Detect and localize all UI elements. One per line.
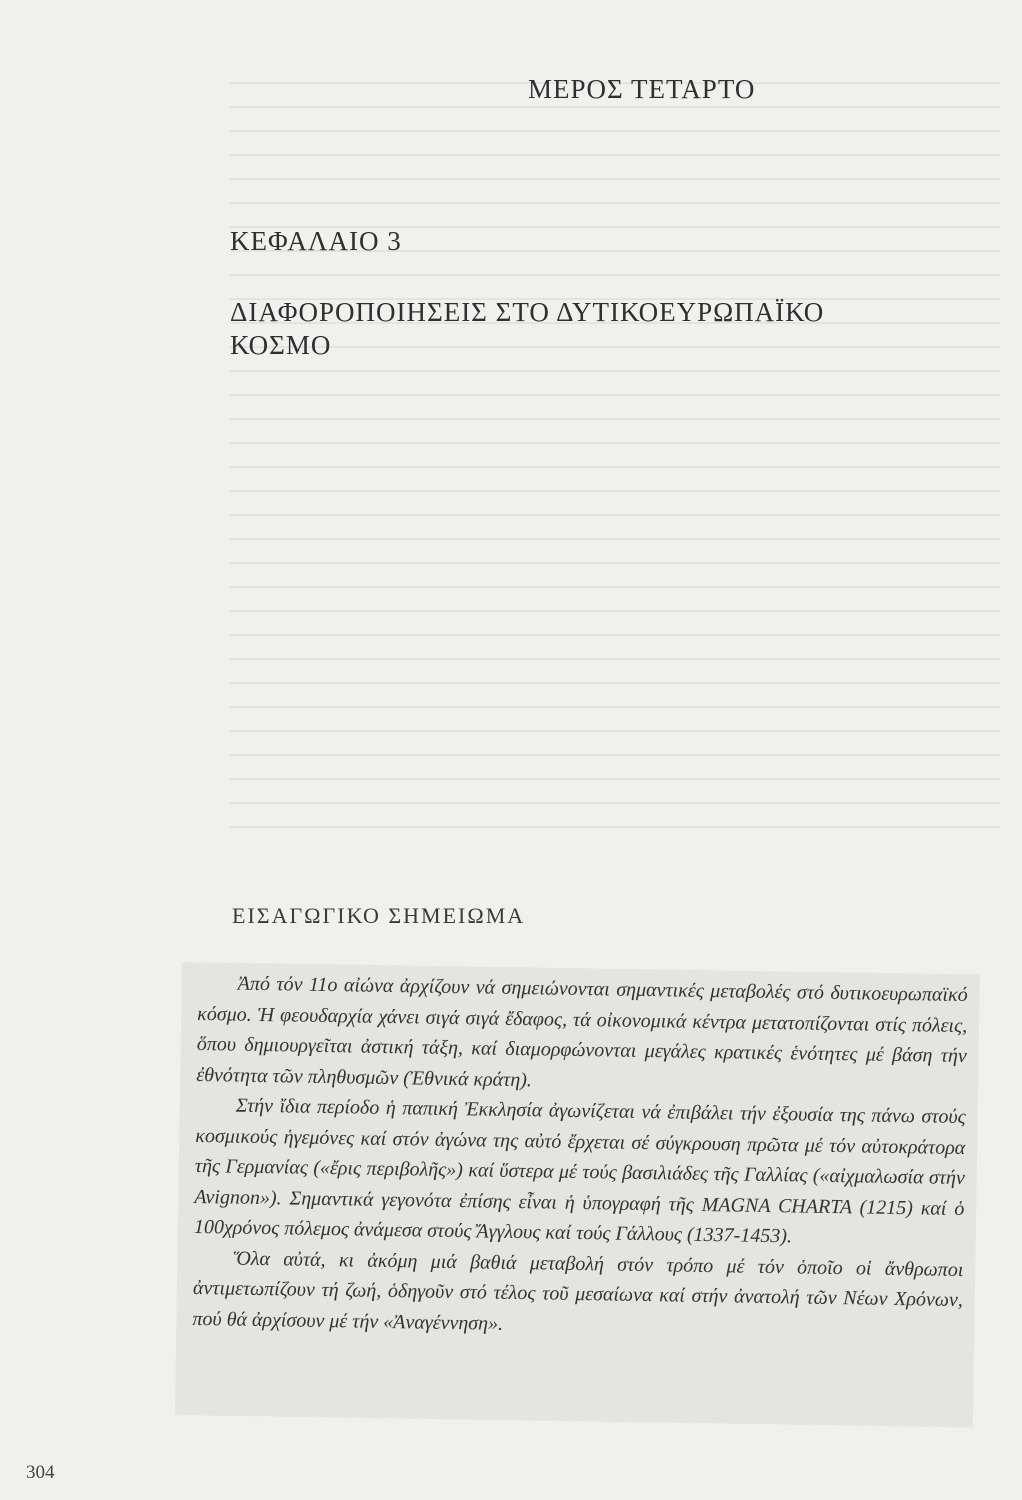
intro-paragraph-2: Στήν ἴδια περίοδο ἡ παπική Ἐκκλησία ἀγωνίζεται νά ἐπιβάλει τήν ἐξουσία της πάνω στούς κοσμικούς ἡγεμόνες καί στόν ἀγώνα της αὐτό ἔρχεται σέ σύγκρουση πρῶτα μέ τόν αὐτοκράτορα τῆς Γερμανίας («ἔρις περιβολῆς») καί ὕστερα μέ τούς βασιλιάδες τῆς Γαλλίας («αἰχμαλωσία στήν Avignon»). Σημαντικά γεγονότα ἐπίσης εἶναι ἡ ὑπογραφή τῆς MAGNA CHARTA (1215) καί ὁ 100χρόνος πόλεμος ἀνάμεσα στούς Ἄγγλους καί τούς Γάλλους (1337-1453). (193, 1094, 966, 1248)
chapter-title-line-2: ΚΟΣΜΟ (230, 330, 332, 360)
intro-text (192, 968, 968, 1346)
chapter-label: ΚΕΦΑΛΑΙΟ 3 (230, 226, 402, 256)
page-number: 304 (26, 1462, 55, 1483)
intro-paragraph-3: Ὅλα αὐτά, κι ἀκόμη μιά βαθιά μεταβολή στόν τρόπο μέ τόν ὁποῖο οἱ ἄνθρωποι ἀντιμετωπίζουν τή ζωή, ὁδηγοῦν στό τέλος τοῦ μεσαίωνα καί στήν ἀνατολή τῶν Νέων Χρόνων, πού θά ἀρχίσουν μέ τήν «Ἀναγέννηση». (192, 1247, 964, 1335)
chapter-title-line-1: ΔΙΑΦΟΡΟΠΟΙΗΣΕΙΣ ΣΤΟ ΔΥΤΙΚΟΕΥΡΩΠΑΪΚΟ (230, 297, 825, 327)
section-heading: ΕΙΣΑΓΩΓΙΚΟ ΣΗΜΕΙΩΜΑ (232, 903, 526, 928)
intro-paragraph-1: Ἀπό τόν 11ο αἰώνα ἀρχίζουν νά σημειώνονται σημαντικές μεταβολές στό δυτικοευρωπαϊκό κόσμο. Ἡ φεουδαρχία χάνει σιγά σιγά ἔδαφος, τά οἰκονομικά κέντρα μετατοπίζονται στίς πόλεις, ὅπου δημιουργεῖται ἀστική τάξη, καί διαμορφώνονται μεγάλες κρατικές ἑνότητες μέ βάση τήν ἐθνότητα τῶν πληθυσμῶν (Ἐθνικά κράτη). (196, 972, 968, 1091)
bleed-through-texture (230, 60, 1000, 850)
part-title: ΜΕΡΟΣ ΤΕΤΑΡΤΟ (528, 74, 756, 104)
chapter-title (230, 296, 930, 362)
